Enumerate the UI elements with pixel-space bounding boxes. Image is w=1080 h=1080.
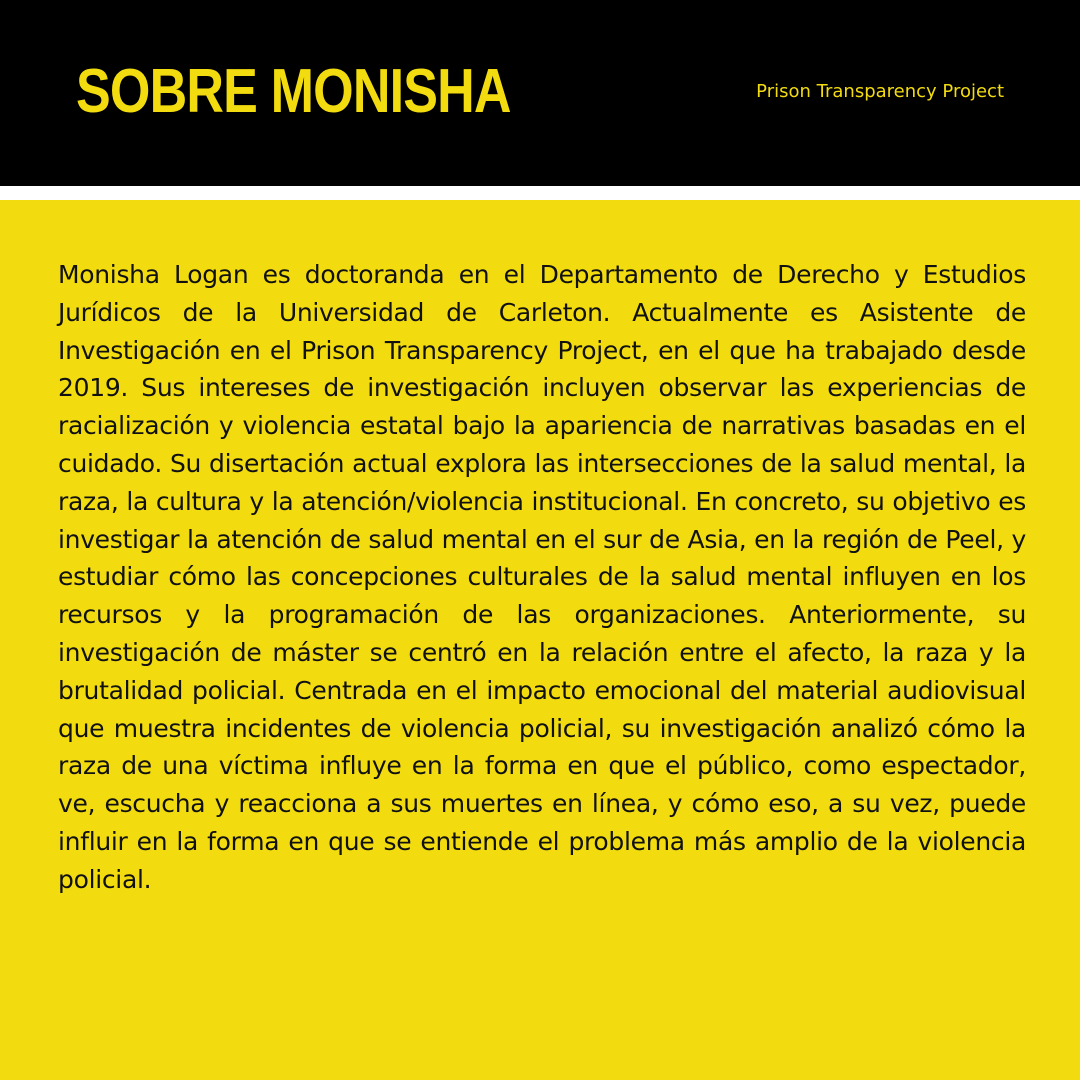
page-title: SOBRE MONISHA bbox=[76, 57, 511, 126]
bio-text: Monisha Logan es doctoranda en el Departamento de Derecho y Estudios Jurídicos de la Universidad de Carleton. Actualmente es Asistente de Investigación en el Prison Transparency Project, en el que ha trabajado desde 2019. Sus intereses de investigación incluyen observar las experiencias de racialización y violencia estatal bajo la apariencia de narrativas basadas en el cuidado. Su disertación actual explora las intersecciones de la salud mental, la raza, la cultura y la atención/violencia institucional. En concreto, su objetivo es investigar la atención de salud mental en el sur de Asia, en la región de Peel, y estudiar cómo las concepciones culturales de la salud mental influyen en los recursos y la programación de las organizaciones. Anteriormente, su investigación de máster se centró en la relación entre el afecto, la raza y la brutalidad policial. Centrada en el impacto emocional del material audiovisual que muestra incidentes de violencia policial, su investigación analizó cómo la raza de una víctima influye en la forma en que el público, como espectador, ve, escucha y reacciona a sus muertes en línea, y cómo eso, a su vez, puede influir en la forma en que se entiende el problema más amplio de la violencia policial. bbox=[58, 260, 1026, 894]
header-banner bbox=[0, 0, 1080, 186]
organization-name: Prison Transparency Project bbox=[756, 81, 1004, 102]
content-panel bbox=[0, 200, 1080, 1080]
